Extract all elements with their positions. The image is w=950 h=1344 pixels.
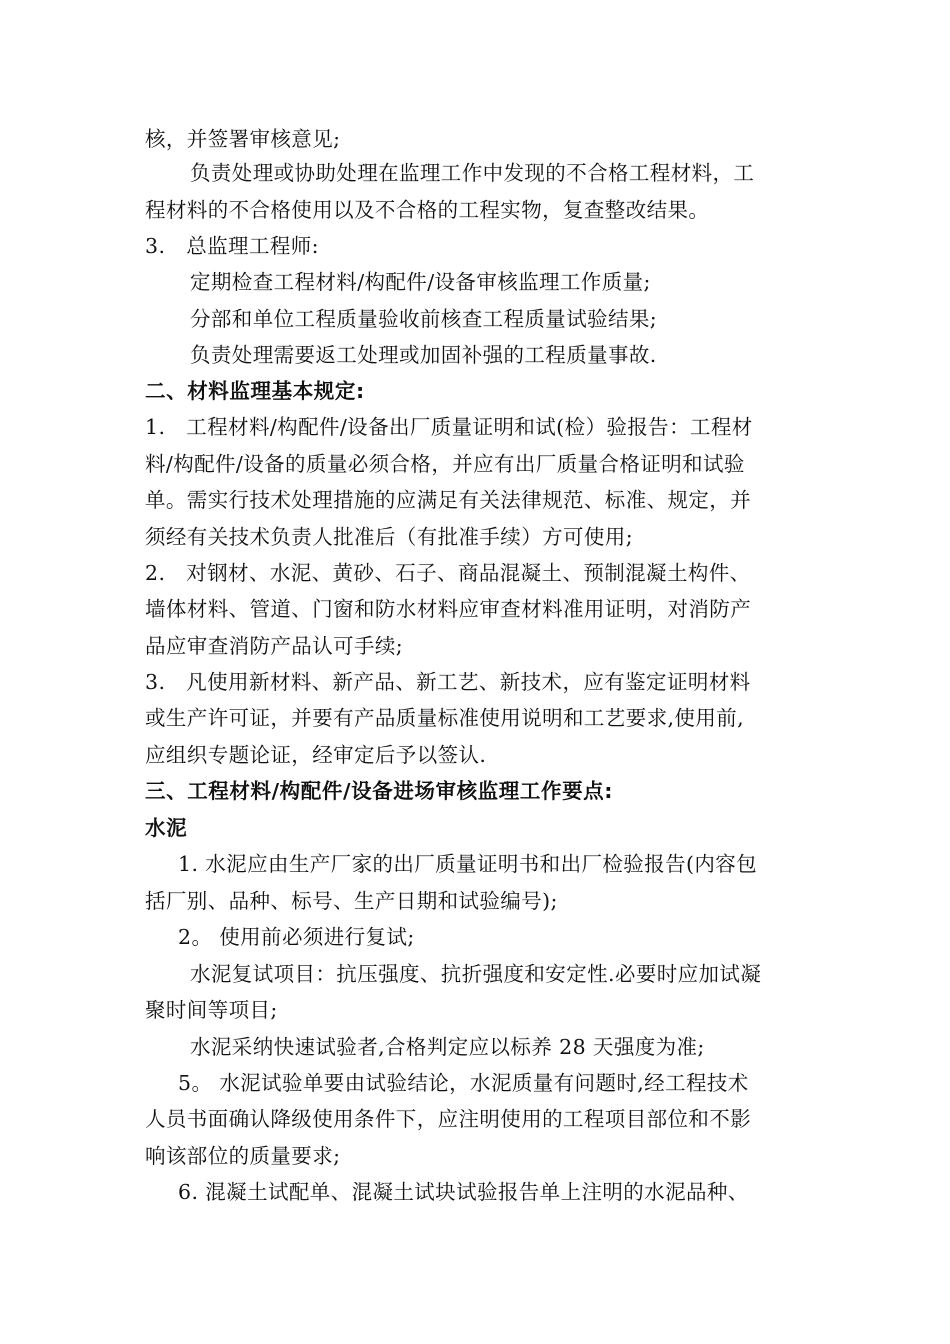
text-line: 品应审查消防产品认可手续; [145, 634, 404, 658]
text-line: 核，并签署审核意见; [145, 127, 341, 151]
text-line: 负责处理或协助处理在监理工作中发现的不合格工程材料，工 [190, 161, 755, 185]
text-line: 须经有关技术负责人批准后（有批准手续）方可使用; [145, 525, 634, 549]
list-item: 2。 使用前必须进行复试; [178, 925, 415, 949]
list-item-number: 3. 总监理工程师: [145, 234, 319, 258]
text-line: 人员书面确认降级使用条件下，应注明使用的工程项目部位和不影 [145, 1107, 752, 1131]
text-line: 或生产许可证，并要有产品质量标准使用说明和工艺要求,使用前, [145, 706, 745, 730]
section-heading: 二、材料监理基本规定: [145, 379, 365, 403]
section-heading: 三、工程材料/构配件/设备进场审核监理工作要点: [145, 779, 614, 803]
text-line: 程材料的不合格使用以及不合格的工程实物，复查整改结果。 [145, 198, 710, 222]
text-line: 定期检查工程材料/构配件/设备审核监理工作质量; [190, 270, 651, 294]
text-line: 料/构配件/设备的质量必须合格，并应有出厂质量合格证明和试验 [145, 452, 745, 476]
text-line: 响该部位的质量要求; [145, 1144, 341, 1168]
list-item: 5。 水泥试验单要由试验结论，水泥质量有问题时,经工程技术 [178, 1071, 749, 1095]
text-line: 墙体材料、管道、门窗和防水材料应审查材料准用证明，对消防产 [145, 597, 752, 621]
subsection-heading: 水泥 [145, 816, 188, 840]
list-item: 3. 凡使用新材料、新产品、新工艺、新技术，应有鉴定证明材料 [145, 670, 751, 694]
list-item: 1. 水泥应由生产厂家的出厂质量证明书和出厂检验报告(内容包 [178, 852, 758, 876]
text-line: 聚时间等项目; [145, 998, 278, 1022]
text-line: 水泥复试项目：抗压强度、抗折强度和安定性.必要时应加试凝 [190, 962, 762, 986]
text-line: 应组织专题论证，经审定后予以签认. [145, 743, 487, 767]
list-item: 1. 工程材料/构配件/设备出厂质量证明和试(检）验报告：工程材 [145, 415, 753, 439]
text-line: 负责处理需要返工处理或加固补强的工程质量事故. [190, 343, 657, 367]
text-line: 单。需实行技术处理措施的应满足有关法律规范、标准、规定，并 [145, 488, 752, 512]
text-line: 分部和单位工程质量验收前核查工程质量试验结果; [190, 307, 658, 331]
text-line: 水泥采纳快速试验者,合格判定应以标养 28 天强度为准; [190, 1035, 705, 1059]
list-item: 2. 对钢材、水泥、黄砂、石子、商品混凝土、预制混凝土构件、 [145, 561, 751, 585]
text-line: 括厂别、品种、标号、生产日期和试验编号); [145, 889, 558, 913]
list-item: 6. 混凝土试配单、混凝土试块试验报告单上注明的水泥品种、 [178, 1180, 749, 1204]
